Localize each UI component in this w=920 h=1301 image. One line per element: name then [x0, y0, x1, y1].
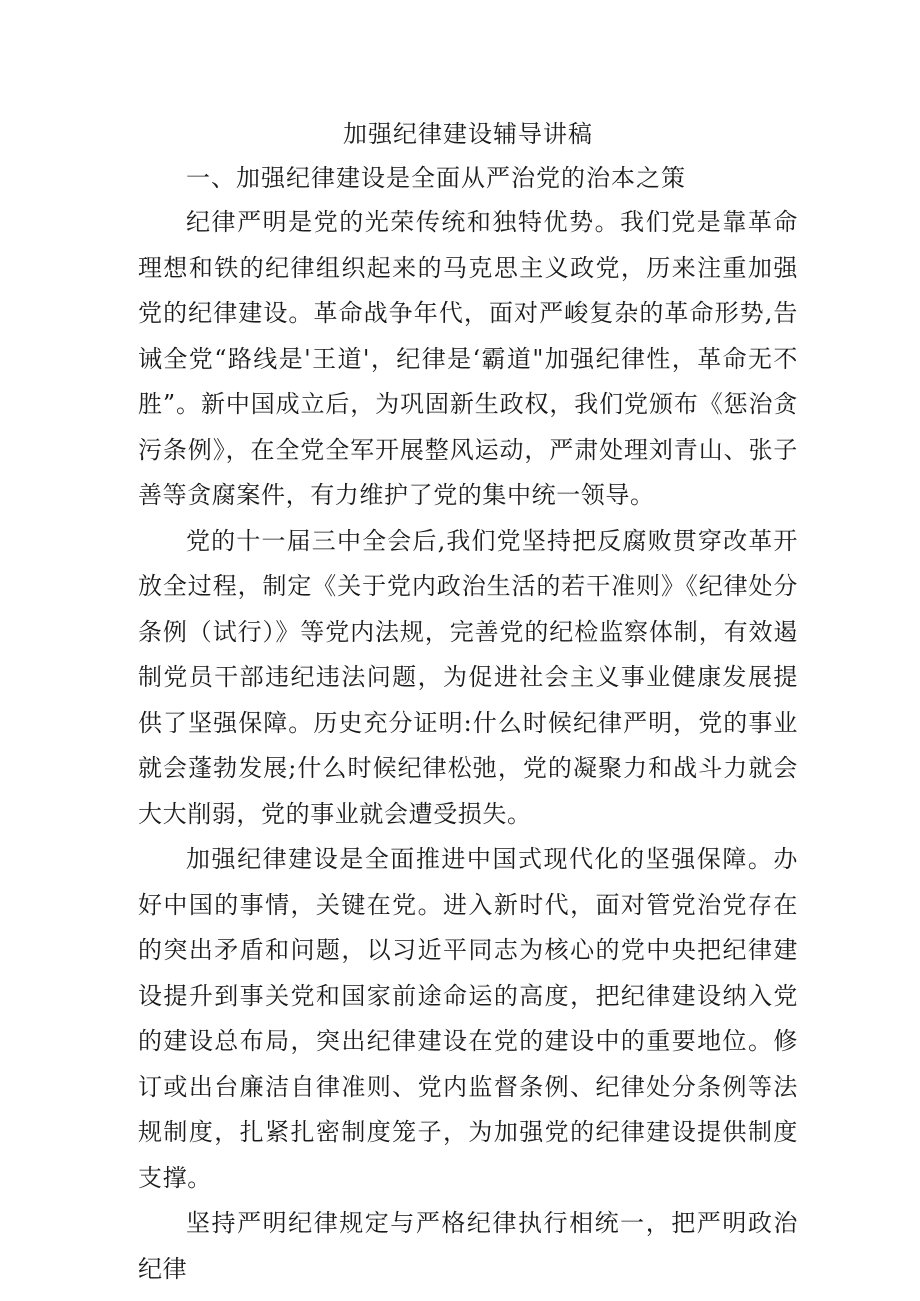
- section-heading: 一、加强纪律建设是全面从严治党的治本之策: [186, 164, 686, 192]
- paragraph-4: 坚持严明纪律规定与严格纪律执行相统一，把严明政治纪律: [138, 1209, 798, 1283]
- paragraph-2: 党的十一届三中全会后,我们党坚持把反腐败贯穿改革开放全过程，制定《关于党内政治生活的若干准则》《纪律处分条例（试行）》等党内法规，完善党的纪检监察体制，有效遏制党员干部违纪违法问题，为促进社会主义事业健康发展提供了坚强保障。历史充分证明:什么时候纪律严明，党的事业就会蓬勃发展;什么时候纪律松弛，党的凝聚力和战斗力就会大大削弱，党的事业就会遭受损失。: [138, 526, 798, 828]
- document-body: [138, 112, 798, 1292]
- paragraph-1: 纪律严明是党的光荣传统和独特优势。我们党是靠革命理想和铁的纪律组织起来的马克思主义政党，历来注重加强党的纪律建设。革命战争年代，面对严峻复杂的革命形势,告诫全党“路线是'王道'，纪律是‘霸道"加强纪律性，革命无不胜”。新中国成立后，为巩固新生政权，我们党颁布《惩治贪污条例》，在全党全军开展整风运动，严肃处理刘青山、张子善等贪腐案件，有力维护了党的集中统一领导。: [138, 208, 798, 509]
- document-title: 加强纪律建设辅导讲稿: [343, 120, 593, 148]
- paragraph-3: 加强纪律建设是全面推进中国式现代化的坚强保障。办好中国的事情，关键在党。进入新时代，面对管党治党存在的突出矛盾和问题，以习近平同志为核心的党中央把纪律建设提升到事关党和国家前途命运的高度，把纪律建设纳入党的建设总布局，突出纪律建设在党的建设中的重要地位。修订或出台廉洁自律准则、党内监督条例、纪律处分条例等法规制度，扎紧扎密制度笼子，为加强党的纪律建设提供制度支撑。: [138, 845, 798, 1192]
